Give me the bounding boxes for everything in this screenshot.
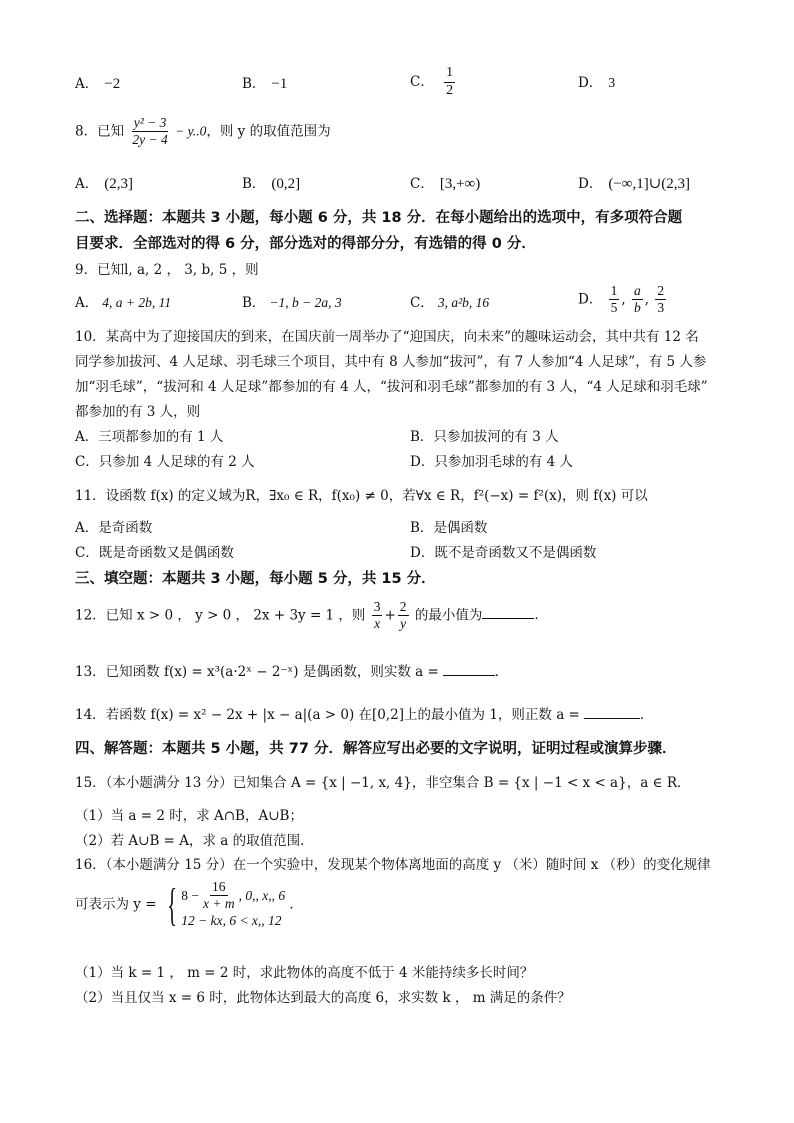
- q11-stem: 11．设函数 f(x) 的定义域为R，∃x₀ ∈ R，f(x₀) ≠ 0，若∀x ∈ R，f²(−x) = f²(x)，则 f(x) 可以: [75, 488, 648, 504]
- q11-option-a: A．是奇函数: [75, 520, 153, 536]
- q16-part1: （1）当 k = 1 ， m = 2 时，求此物体的高度不低于 4 米能持续多长时间？: [75, 965, 534, 981]
- q13-answer-blank: [443, 663, 495, 676]
- q16-case1-fraction: [201, 880, 237, 911]
- left-brace-icon: {: [166, 878, 177, 930]
- q11-option-c: C．既是奇函数又是偶函数: [75, 545, 234, 561]
- q9-option-b: B． −1, b − 2a, 3: [242, 295, 342, 311]
- q10-line2: 同学参加拔河、4 人足球、羽毛球三个项目，其中有 8 人参加“拔河”，有 7 人参加“4 人足球”，有 5 人参: [75, 354, 707, 370]
- q8-option-b: B． (0,2]: [242, 176, 301, 192]
- q12-fraction-1: [372, 600, 383, 631]
- q8-stem: [75, 116, 331, 147]
- q10-line4: 都参加的有 3 人，则: [75, 404, 201, 420]
- q9-d-f1-den: 5: [610, 300, 618, 316]
- q9-d-f3-num: 2: [655, 284, 666, 300]
- q15-part1: （1）当 a = 2 时，求 A∩B，A∪B；: [75, 808, 303, 824]
- q9-option-a: A． 4, a + 2b, 11: [75, 295, 172, 311]
- q7-option-c-denominator: 2: [446, 82, 454, 98]
- q12-fraction-2: [398, 600, 409, 631]
- q9-option-d-fraction-2: [632, 284, 643, 315]
- q13-end: ．: [494, 664, 509, 680]
- q11-option-d: D．既不是奇函数又不是偶函数: [410, 545, 597, 561]
- q9-d-f2-den: b: [633, 300, 641, 316]
- q16-case1-num: 16: [210, 880, 228, 896]
- q7-option-d: [578, 75, 615, 91]
- q8-option-c: C． [3,+∞): [410, 176, 481, 192]
- q7-option-b-label: B．: [242, 76, 266, 92]
- q9-option-b-value: −1, b − 2a, 3: [269, 295, 342, 310]
- section4-heading: 四、解答题：本题共 5 小题，共 77 分．解答应写出必要的文字说明，证明过程或演算步骤．: [75, 741, 677, 757]
- q9-d-f3-den: 3: [657, 300, 665, 316]
- section3-heading: 三、填空题：本题共 3 小题，每小题 5 分，共 15 分．: [75, 571, 436, 587]
- q8-option-d-value: (−∞,1]∪(2,3]: [608, 176, 691, 192]
- q12-f1-den: x: [374, 616, 381, 632]
- q8-option-a: A． (2,3]: [75, 176, 133, 192]
- q8-option-b-value: (0,2]: [271, 176, 301, 192]
- section2-heading-line1: 二、选择题：本题共 3 小题，每小题 6 分，共 18 分．在每小题给出的选项中，有多项符合题: [75, 210, 683, 226]
- q12-answer-blank: [482, 606, 534, 619]
- q10-option-c: C．只参加 4 人足球的有 2 人: [75, 454, 255, 470]
- q16-case1-den: x + m: [202, 896, 235, 912]
- q7-option-d-value: 3: [608, 75, 616, 90]
- q7-option-a: [75, 75, 120, 93]
- q8-number: 8．已知: [75, 123, 125, 140]
- q12-post: 的最小值为: [414, 607, 483, 624]
- q7-option-c-fraction: [444, 66, 455, 98]
- q13: [75, 663, 508, 680]
- q12-f2-den: y: [400, 616, 407, 632]
- q8-option-a-value: (2,3]: [104, 176, 133, 192]
- section2-heading-line2: 目要求．全部选对的得 6 分，部分选对的得部分分，有选错的得 0 分．: [75, 236, 536, 252]
- q12: [75, 600, 548, 631]
- q8-fraction-numerator: y² − 3: [132, 116, 169, 132]
- q10-line3: 加“羽毛球”，“拔河和 4 人足球”都参加的有 4 人，“拔河和羽毛球”都参加的有 3 人，“4 人足球和羽毛球”: [75, 379, 708, 395]
- q10-option-b: B．只参加拔河的有 3 人: [410, 429, 559, 445]
- q14-stem: 14．若函数 f(x) = x² − 2x + |x − a|(a > 0) 在[0,2]上的最小值为 1，则正数 a =: [75, 707, 580, 723]
- q8-fraction: [130, 116, 169, 147]
- q16-case-2: 12 − kx, 6 < x,, 12: [181, 913, 282, 929]
- q7-option-c: [410, 66, 457, 98]
- q12-f1-num: 3: [372, 600, 383, 616]
- q7-option-a-label: A．: [75, 76, 99, 92]
- q9-option-d-fraction-1: [609, 284, 620, 315]
- q16-cases: [181, 880, 285, 930]
- q16-stem: 16．（本小题满分 15 分）在一个实验中，发现某个物体离地面的高度 y （米）随时间 x （秒）的变化规律: [75, 857, 711, 873]
- q13-stem: 13．已知函数 f(x) = x³(a·2ˣ − 2⁻ˣ) 是偶函数，则实数 a =: [75, 664, 439, 680]
- q7-option-c-label: C．: [410, 74, 434, 91]
- q8-tail: ，则 y 的取值范围为: [206, 123, 331, 140]
- q9-option-c-value: 3, a²b, 16: [437, 295, 490, 310]
- q9-d-f1-num: 1: [609, 284, 620, 300]
- q7-option-c-numerator: 1: [444, 66, 455, 83]
- q12-stem: 12．已知 x > 0 ， y > 0 ， 2x + 3y = 1 ，则: [75, 607, 366, 624]
- q15-part2: （2）若 A∪B = A，求 a 的取值范围．: [75, 833, 314, 849]
- q10-option-a: A．三项都参加的有 1 人: [75, 429, 224, 445]
- q7-option-a-value: −2: [104, 76, 121, 92]
- q9-stem: 9．已知l, a, 2 ， 3, b, 5 ，则: [75, 262, 259, 278]
- q14-end: ．: [639, 707, 654, 723]
- q14: [75, 706, 653, 723]
- q8-fraction-denominator: 2y − 4: [132, 132, 168, 148]
- q9-option-d-fraction-3: [655, 284, 666, 315]
- q7-option-b-value: −1: [271, 76, 288, 92]
- q15-stem: 15．（本小题满分 13 分）已知集合 A = {x | −1, x, 4}，非空集合 B = {x | −1 < x < a}，a ∈ R．: [75, 775, 691, 791]
- q7-option-d-label: D．: [578, 75, 603, 91]
- q12-end: ．: [534, 607, 548, 624]
- q14-answer-blank: [584, 706, 640, 719]
- q8-inequality: − y..0: [171, 123, 207, 139]
- q10-option-d: D．只参加羽毛球的有 4 人: [410, 454, 573, 470]
- q16-lead: 可表示为 y =: [75, 896, 157, 913]
- q11-option-b: B．是偶函数: [410, 520, 488, 536]
- q16-case-1: [181, 880, 285, 911]
- q12-plus: +: [384, 607, 396, 624]
- q16-end: ．: [289, 896, 303, 913]
- q16-case1-post: , 0,, x,, 6: [238, 887, 286, 903]
- q16-case1-pre: 8 −: [181, 887, 199, 903]
- q10-line1: 10．某高中为了迎接国庆的到来，在国庆前一周举办了“迎国庆，向未来”的趣味运动会，其中共有 12 名: [75, 329, 699, 345]
- q8-option-c-value: [3,+∞): [439, 176, 481, 192]
- q9-option-c: C． 3, a²b, 16: [410, 295, 490, 311]
- q9-d-f2-num: a: [632, 284, 643, 300]
- q16-part2: （2）当且仅当 x = 6 时，此物体达到最大的高度 6，求实数 k ， m 满足的条件？: [75, 990, 571, 1006]
- q8-option-d: D． (−∞,1]∪(2,3]: [578, 176, 691, 192]
- q12-f2-num: 2: [398, 600, 409, 616]
- q7-option-b: [242, 75, 287, 93]
- q9-option-a-value: 4, a + 2b, 11: [102, 295, 172, 310]
- q16-piecewise: [75, 880, 303, 930]
- q9-option-d: D． $\frac{1}{5}$ , $\frac{a}{b}$ , $\frac{2}{3}$: [578, 283, 665, 316]
